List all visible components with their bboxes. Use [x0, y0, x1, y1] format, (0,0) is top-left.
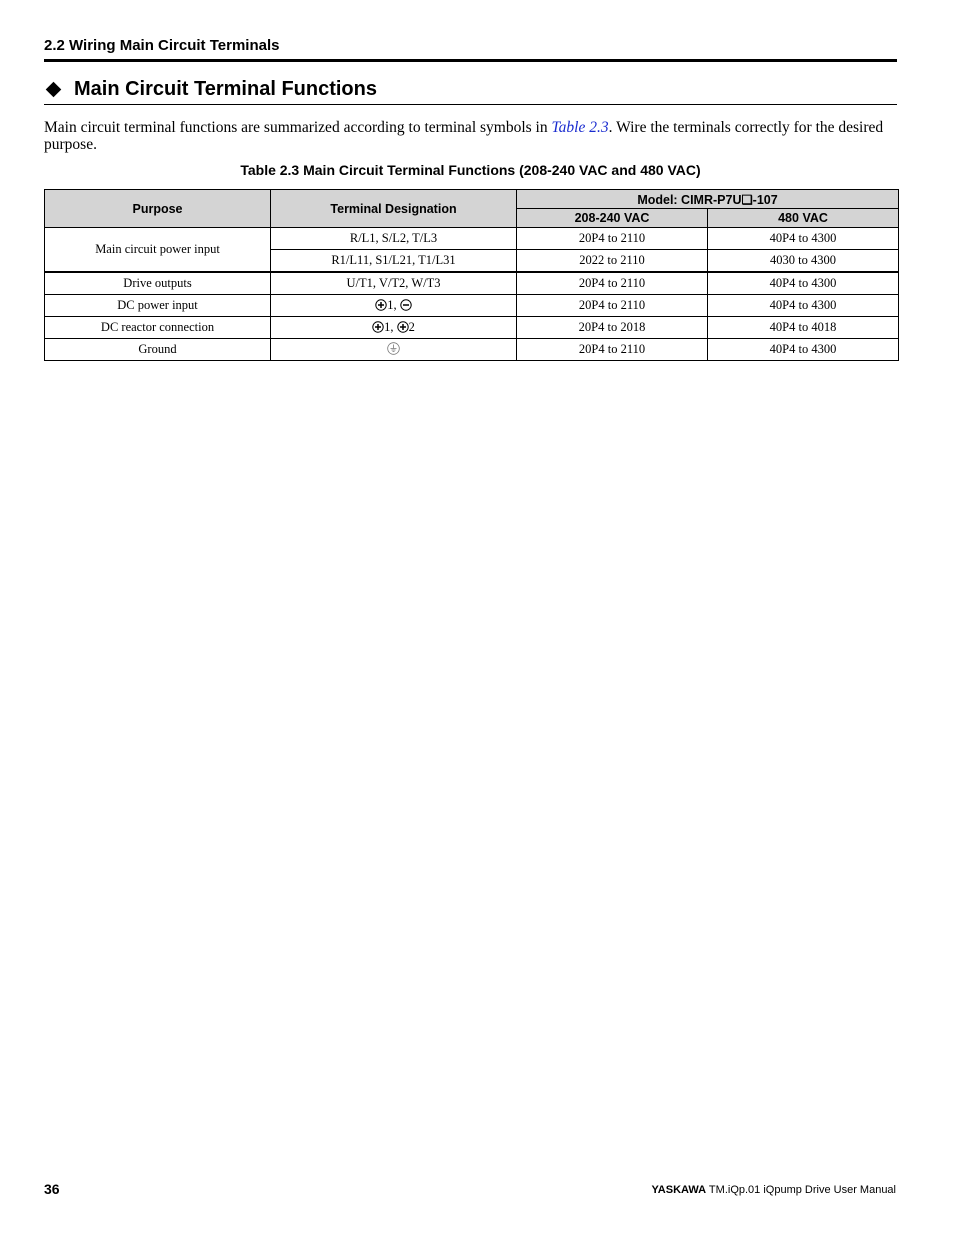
header-terminal-designation: Terminal Designation — [271, 190, 517, 228]
header-208-240-vac: 208-240 VAC — [517, 209, 708, 228]
designation-text: 2 — [408, 320, 415, 334]
cell-208-240: 20P4 to 2110 — [517, 228, 708, 250]
minus-terminal-icon — [400, 299, 412, 311]
header-model: Model: CIMR-P7U❑-107 — [517, 190, 899, 209]
cell-designation: R/L1, S/L2, T/L3 — [271, 228, 517, 250]
plus-terminal-icon — [397, 321, 409, 333]
cell-208-240: 20P4 to 2110 — [517, 295, 708, 317]
cell-purpose: Main circuit power input — [45, 228, 271, 273]
cell-480: 4030 to 4300 — [708, 250, 899, 273]
cell-purpose: Ground — [45, 339, 271, 361]
cell-purpose: Drive outputs — [45, 272, 271, 295]
table-caption: Table 2.3 Main Circuit Terminal Functions (208-240 VAC and 480 VAC) — [240, 162, 701, 178]
table-row — [45, 228, 899, 250]
plus-terminal-icon — [375, 299, 387, 311]
cell-designation — [271, 339, 517, 361]
table-reference-link[interactable]: Table 2.3 — [551, 119, 609, 136]
cell-208-240: 2022 to 2110 — [517, 250, 708, 273]
cell-208-240: 20P4 to 2110 — [517, 339, 708, 361]
ground-icon — [387, 342, 400, 355]
section-title — [44, 78, 897, 105]
table-row — [45, 317, 899, 339]
section-title-text: Main Circuit Terminal Functions — [74, 78, 377, 100]
table-row — [45, 295, 899, 317]
intro-text-after: . Wire the terminals correctly for the desired purpose. — [44, 119, 884, 153]
cell-480: 40P4 to 4300 — [708, 339, 899, 361]
cell-purpose: DC reactor connection — [45, 317, 271, 339]
manual-title: TM.iQp.01 iQpump Drive User Manual — [706, 1184, 896, 1196]
cell-480: 40P4 to 4300 — [708, 228, 899, 250]
running-header: 2.2 Wiring Main Circuit Terminals — [44, 37, 897, 62]
diamond-bullet-icon — [46, 82, 62, 98]
intro-text-before: Main circuit terminal functions are summarized according to terminal symbols in — [44, 119, 552, 136]
cell-480: 40P4 to 4018 — [708, 317, 899, 339]
terminal-functions-table — [44, 189, 899, 361]
cell-designation: R1/L11, S1/L21, T1/L31 — [271, 250, 517, 273]
designation-text: 1, — [384, 320, 397, 334]
cell-designation: U/T1, V/T2, W/T3 — [271, 272, 517, 295]
plus-terminal-icon — [372, 321, 384, 333]
footer-manual-title — [651, 1184, 896, 1196]
page-number: 36 — [44, 1181, 60, 1197]
cell-480: 40P4 to 4300 — [708, 295, 899, 317]
table-row — [45, 272, 899, 295]
header-480-vac: 480 VAC — [708, 209, 899, 228]
cell-208-240: 20P4 to 2110 — [517, 272, 708, 295]
cell-480: 40P4 to 4300 — [708, 272, 899, 295]
cell-designation — [271, 317, 517, 339]
cell-208-240: 20P4 to 2018 — [517, 317, 708, 339]
intro-paragraph — [44, 119, 897, 153]
table-row — [45, 339, 899, 361]
header-purpose: Purpose — [45, 190, 271, 228]
brand-name: YASKAWA — [651, 1184, 707, 1196]
cell-designation — [271, 295, 517, 317]
designation-text: 1, — [387, 298, 400, 312]
cell-purpose: DC power input — [45, 295, 271, 317]
